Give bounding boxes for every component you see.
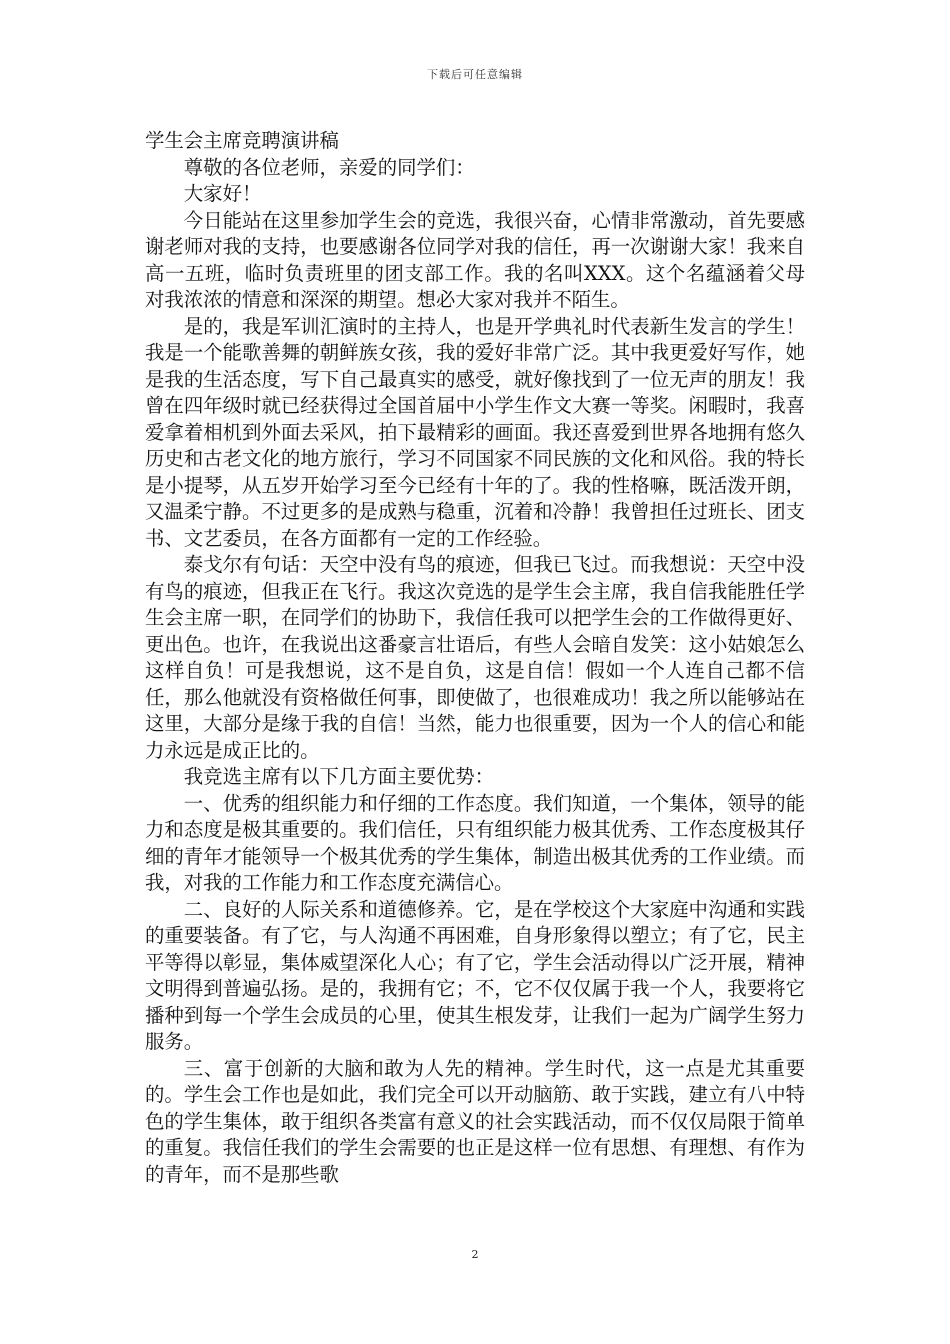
paragraph: 我竞选主席有以下几方面主要优势： [183, 765, 495, 788]
paragraph: 泰戈尔有句话：天空中没有鸟的痕迹，但我已飞过。而我想说：天空中没有鸟的痕迹，但我正在飞行。我这次竞选的是学生会主席，我自信我能胜任学生会主席一职，在同学们的协助下，我信任我可以把学生会的工作做得更好、更出色。也许，在我说出这番豪言壮语后，有些人会暗自发笑：这小姑娘怎么这样自负！可是我想说，这不是自负，这是自信！假如一个人连自己都不信任，那么他就没有资格做任何事，即使做了，也很难成功！我之所以能够站在这里，大部分是缘于我的自信！当然，能力也很重要，因为一个人的信心和能力永远是成正比的。 [145, 553, 805, 762]
document-body [145, 128, 805, 1188]
greeting: 大家好！ [183, 182, 262, 205]
paragraph: 一、优秀的组织能力和仔细的工作态度。我们知道，一个集体，领导的能力和态度是极其重要的。我们信任，只有组织能力极其优秀、工作态度极其仔细的青年才能领导一个极其优秀的学生集体，制造出极其优秀的工作业绩。而我，对我的工作能力和工作态度充满信心。 [145, 791, 805, 894]
page-number: 2 [471, 1248, 479, 1261]
document-title: 学生会主席竞聘演讲稿 [145, 129, 339, 152]
paragraph: 二、良好的人际关系和道德修养。它，是在学校这个大家庭中沟通和实践的重要装备。有了它，与人沟通不再困难，自身形象得以塑立；有了它，民主平等得以彰显，集体威望深化人心；有了它，学生会活动得以广泛开展，精神文明得到普遍弘扬。是的，我拥有它；不，它不仅仅属于我一个人，我要将它播种到每一个学生会成员的心里，使其生根发芽，让我们一起为广阔学生努力服务。 [145, 897, 805, 1053]
salutation: 尊敬的各位老师，亲爱的同学们： [183, 155, 475, 179]
paragraph: 是的，我是军训汇演时的主持人，也是开学典礼时代表新生发言的学生！我是一个能歌善舞的朝鲜族女孩，我的爱好非常广泛。其中我更爱好写作，她是我的生活态度，写下自己最真实的感受，就好像找到了一位无声的朋友！我曾在四年级时就已经获得过全国首届中小学生作文大赛一等奖。闲暇时，我喜爱拿着相机到外面去采风，拍下最精彩的画面。我还喜爱到世界各地拥有悠久历史和古老文化的地方旅行，学习不同国家不同民族的文化和风俗。我的特长是小提琴，从五岁开始学习至今已经有十年的了。我的性格嘛，既活泼开朗，又温柔宁静。不过更多的是成熟与稳重，沉着和冷静！我曾担任过班长、团支书、文艺委员，在各方面都有一定的工作经验。 [145, 314, 805, 550]
page-header: 下载后可任意编辑 [427, 68, 523, 81]
paragraph: 今日能站在这里参加学生会的竞选，我很兴奋，心情非常激动，首先要感谢老师对我的支持，也要感谢各位同学对我的信任，再一次谢谢大家！我来自高一五班，临时负责班里的团支部工作。我的名叫XXX。这个名蕴涵着父母对我浓浓的情意和深深的期望。想必大家对我并不陌生。 [145, 208, 805, 311]
paragraph: 三、富于创新的大脑和敢为人先的精神。学生时代，这一点是尤其重要的。学生会工作也是如此，我们完全可以开动脑筋、敢于实践，建立有八中特色的学生集体，敢于组织各类富有意义的社会实践活动，而不仅仅局限于简单的重复。我信任我们的学生会需要的也正是这样一位有思想、有理想、有作为的青年，而不是那些歌 [145, 1056, 805, 1186]
